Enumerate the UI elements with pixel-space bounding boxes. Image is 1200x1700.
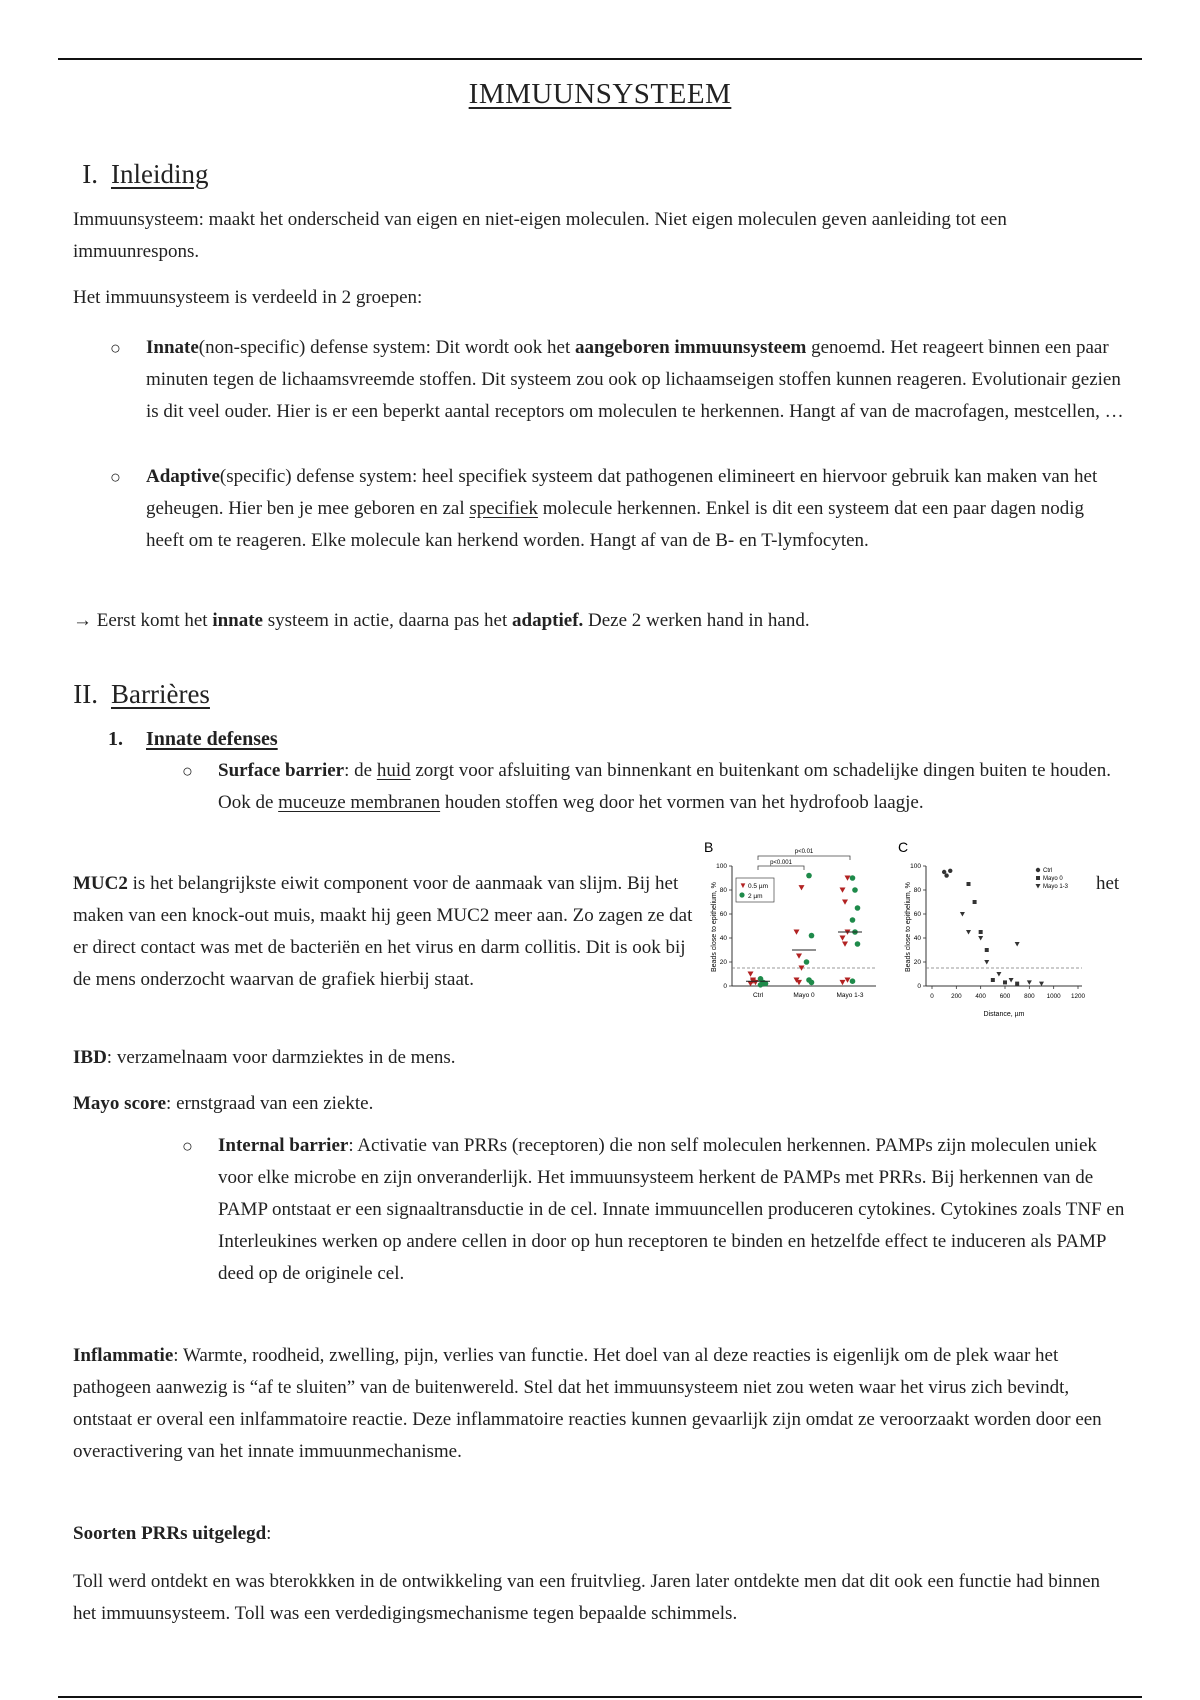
data-point-red xyxy=(840,888,846,893)
term-inflammatie: Inflammatie xyxy=(73,1345,174,1366)
bullet-dot: ○ xyxy=(182,1136,193,1156)
data-point xyxy=(973,900,977,904)
data-point-green xyxy=(855,905,861,911)
y-tick-label: 60 xyxy=(913,911,921,919)
subsection-number: 1. xyxy=(108,728,123,750)
y-tick-label: 0 xyxy=(917,983,921,991)
data-point-green xyxy=(852,887,858,893)
data-point-green xyxy=(806,873,812,879)
data-point xyxy=(1027,980,1032,985)
bullet-dot: ○ xyxy=(110,338,121,358)
ylabel-b: Beads close to epithelium, % xyxy=(711,882,718,972)
data-point-red xyxy=(796,980,802,985)
data-point xyxy=(984,960,989,965)
panel-label-c: C xyxy=(898,840,909,855)
x-tick-label: 400 xyxy=(975,993,986,1000)
data-point-green xyxy=(850,875,856,881)
data-point-green xyxy=(850,978,856,984)
bottom-rule xyxy=(58,1696,1142,1698)
term-surface-barrier: Surface barrier xyxy=(218,760,345,781)
sig-bracket-inner xyxy=(758,866,804,870)
y-tick-label: 20 xyxy=(719,959,727,967)
y-tick-label: 80 xyxy=(719,887,727,895)
means-b xyxy=(746,932,862,981)
term-aangeboren: aangeboren immuunsysteem xyxy=(575,337,807,358)
legend-label-green: 2 µm xyxy=(748,893,763,900)
legend-c xyxy=(1036,868,1069,890)
data-point-red xyxy=(845,978,851,983)
arrow-paragraph: → Eerst komt het innate systeem in actie, daarna pas het adaptief. Deze 2 werken hand in hand. xyxy=(73,610,810,631)
legend-marker-green xyxy=(739,892,744,897)
bullet-innate: ○ Innate(non-specific) defense system: Dit wordt ook het aangeboren immuunsysteem genoemd. Het reageert binnen een paar minuten tegen de lichaamsvreemde stoffen. Dit systeem zou ook op lichaamseigen stoffen kunnen reageren. Evolutionair gezien is dit veel ouder. Hier is er een beperkt aantal receptors om moleculen te herkennen. Hangt af van de macrofagen, mestcellen, … xyxy=(146,332,1126,428)
y-tick-label: 80 xyxy=(913,887,921,895)
data-point-red xyxy=(842,900,848,905)
y-tick-label: 40 xyxy=(913,935,921,943)
term-mayo-score: Mayo score xyxy=(73,1093,167,1114)
legend-label: Mayo 0 xyxy=(1043,876,1063,882)
data-point xyxy=(978,936,983,941)
data-point xyxy=(1015,942,1020,947)
x-tick-label: 800 xyxy=(1024,993,1035,1000)
legend-marker xyxy=(1036,868,1040,872)
points-c xyxy=(942,869,1044,987)
term-specifiek: specifiek xyxy=(469,498,538,519)
sig-label-inner: p<0.001 xyxy=(770,860,792,866)
x-tick-label: 600 xyxy=(999,993,1011,1000)
xlabel-c: Distance, µm xyxy=(983,1011,1025,1018)
section-heading-barrieres xyxy=(58,676,210,712)
data-point xyxy=(991,978,995,982)
sig-label-outer: p<0.01 xyxy=(794,849,814,855)
data-point-green xyxy=(850,917,856,923)
term-innate: Innate xyxy=(146,337,199,358)
x-tick-label: Mayo 0 xyxy=(793,992,815,999)
data-point-green xyxy=(758,982,764,988)
term-internal-barrier: Internal barrier xyxy=(218,1135,349,1156)
stray-word: het xyxy=(1096,873,1120,894)
data-point-red xyxy=(796,954,802,959)
data-point-green xyxy=(809,933,815,939)
ylabel-c: Beads close to epithelium, % xyxy=(905,882,912,972)
data-point xyxy=(996,972,1001,977)
subsection-innate-defenses xyxy=(108,724,278,754)
muc2-paragraph: MUC2 is het belangrijkste eiwit component voor de aanmaak van slijm. Bij het maken van een knock-out muis, maakt hij geen MUC2 meer aan. Zo zagen ze dat er direct contact was met de bacteriën en het virus en darm collitis. Dit is ook bij de mens onderzocht waarvan de grafiek hierbij staat. xyxy=(73,873,693,990)
y-tick-label: 40 xyxy=(719,935,727,943)
toll-paragraph: Toll werd ontdekt en was bterokkken in de ontwikkeling van een fruitvlieg. Jaren later ontdekte men dat dit ook een functie had binnen het immuunsysteem. Toll was een verdedigingsmechanisme tegen bepaalde schimmels. xyxy=(73,1571,1101,1624)
arrow-icon: → xyxy=(73,610,92,631)
bullet-dot: ○ xyxy=(182,761,193,781)
y-tick-label: 100 xyxy=(716,863,727,871)
data-point xyxy=(1015,982,1019,986)
data-point-red xyxy=(842,942,848,947)
data-point-red xyxy=(794,930,800,935)
data-point xyxy=(967,882,971,886)
legend-marker xyxy=(1036,876,1040,880)
data-point xyxy=(960,912,965,917)
legend-label: Mayo 1-3 xyxy=(1043,884,1069,890)
data-point-red xyxy=(799,885,805,890)
y-tick-label: 60 xyxy=(719,911,727,919)
term-muc2: MUC2 xyxy=(73,873,128,894)
legend-label-red: 0.5 µm xyxy=(748,883,769,890)
mayo-paragraph: Mayo score: ernstgraad van een ziekte. xyxy=(73,1093,374,1114)
bullet-surface-barrier: ○ Surface barrier: de huid zorgt voor afsluiting van binnenkant en buitenkant om schadelijke dingen buiten te houden. Ook de muceuze membranen houden stoffen weg door het vormen van het hydrofoob laagje. xyxy=(218,755,1128,819)
intro-paragraph: Immuunsysteem: maakt het onderscheid van eigen en niet-eigen moleculen. Niet eigen moleculen geven aanleiding tot een immuunrespons. xyxy=(73,209,1007,262)
section-title: Inleiding xyxy=(111,159,209,189)
term-adaptive: Adaptive xyxy=(146,466,220,487)
data-point-green xyxy=(809,980,815,986)
x-tick-label: 0 xyxy=(930,993,934,1000)
soorten-heading: Soorten PRRs uitgelegd: xyxy=(73,1523,272,1544)
x-tick-label: Mayo 1-3 xyxy=(836,992,864,999)
data-point-red xyxy=(845,876,851,881)
x-tick-label: 1000 xyxy=(1046,993,1061,1000)
subsection-title: Innate defenses xyxy=(146,728,278,750)
legend-marker xyxy=(1036,884,1041,889)
y-tick-label: 20 xyxy=(913,959,921,967)
y-tick-label: 100 xyxy=(910,863,921,871)
bullet-dot: ○ xyxy=(110,467,121,487)
inflammatie-paragraph: Inflammatie: Warmte, roodheid, zwelling, pijn, verlies van functie. Het doel van al deze reacties is eigenlijk om de plek waar het pathogeen aanwezig is “af te sluiten” van de buitenwereld. Stel dat het immuunsysteem niet zou weten waar het virus zich bevindt, ontstaat er overal een inlfammatoire reactie. Deze inflammatoire reacties kunnen gevaarlijk zijn omdat ze veroorzaakt worden door een overactivering van het innate immuunmechanisme. xyxy=(73,1345,1102,1462)
section-number: I. xyxy=(82,159,98,189)
muc2-figure xyxy=(698,840,1088,1022)
groups-paragraph: Het immuunsysteem is verdeeld in 2 groepen: xyxy=(73,287,423,308)
data-point xyxy=(985,948,989,952)
panel-label-b: B xyxy=(704,840,714,855)
data-point-red xyxy=(748,972,754,977)
data-point xyxy=(966,930,971,935)
data-point xyxy=(979,930,983,934)
data-point-red xyxy=(840,936,846,941)
y-ticks-c xyxy=(910,863,926,990)
section-title: Barrières xyxy=(111,679,210,709)
top-rule xyxy=(58,58,1142,60)
x-ticks-c xyxy=(930,986,1085,1000)
page-title: IMMUUNSYSTEEM xyxy=(468,78,732,110)
data-point xyxy=(948,869,952,873)
term-ibd: IBD xyxy=(73,1047,107,1068)
x-ticks-b xyxy=(753,992,864,999)
data-point-red xyxy=(840,980,846,985)
legend-label: Ctrl xyxy=(1043,868,1053,874)
legend-marker-red: ▼ xyxy=(739,881,747,890)
x-tick-label: Ctrl xyxy=(752,992,764,999)
y-ticks-b xyxy=(716,863,732,990)
x-tick-label: 200 xyxy=(951,993,962,1000)
data-point xyxy=(1009,978,1014,983)
bullet-internal-barrier: ○ Internal barrier: Activatie van PRRs (receptoren) die non self moleculen herkennen. PAMPs zijn moleculen uniek voor elke microbe en zijn onveranderlijk. Het immuunsysteem herkent de PAMPs met PRRs. Bij herkennen van de PAMP ontstaat er een signaaltransductie in de cel. Innate immuuncellen produceren cytokines. Cytokines zoals TNF en Interleukines werken op andere cellen in door op hun receptoren te binden en hetzelfde effect te induceren als PAMP deed op de originele cel. xyxy=(218,1130,1128,1290)
section-heading-inleiding xyxy=(58,156,208,192)
section-number: II. xyxy=(73,679,98,709)
ibd-paragraph: IBD: verzamelnaam voor darmziektes in de mens. xyxy=(73,1047,456,1068)
data-point-green xyxy=(855,941,861,947)
x-tick-label: 1200 xyxy=(1070,993,1086,1000)
bullet-adaptive: ○ Adaptive(specific) defense system: heel specifiek systeem dat pathogenen elimineert en hiervoor gebruik kan maken van het geheugen. Hier ben je mee geboren en zal specifiek molecule herkennen. Enkel is dit een systeem dat een paar dagen nodig heeft om te reageren. Elke molecule kan herkend worden. Hangt af van de B- en T-lymfocyten. xyxy=(146,461,1126,557)
data-point xyxy=(944,873,948,877)
term-soorten-prrs: Soorten PRRs uitgelegd xyxy=(73,1523,267,1544)
data-point xyxy=(942,870,946,874)
data-point xyxy=(1003,980,1007,984)
data-point xyxy=(1039,982,1044,987)
y-tick-label: 0 xyxy=(723,983,727,991)
data-point-green xyxy=(804,959,810,965)
